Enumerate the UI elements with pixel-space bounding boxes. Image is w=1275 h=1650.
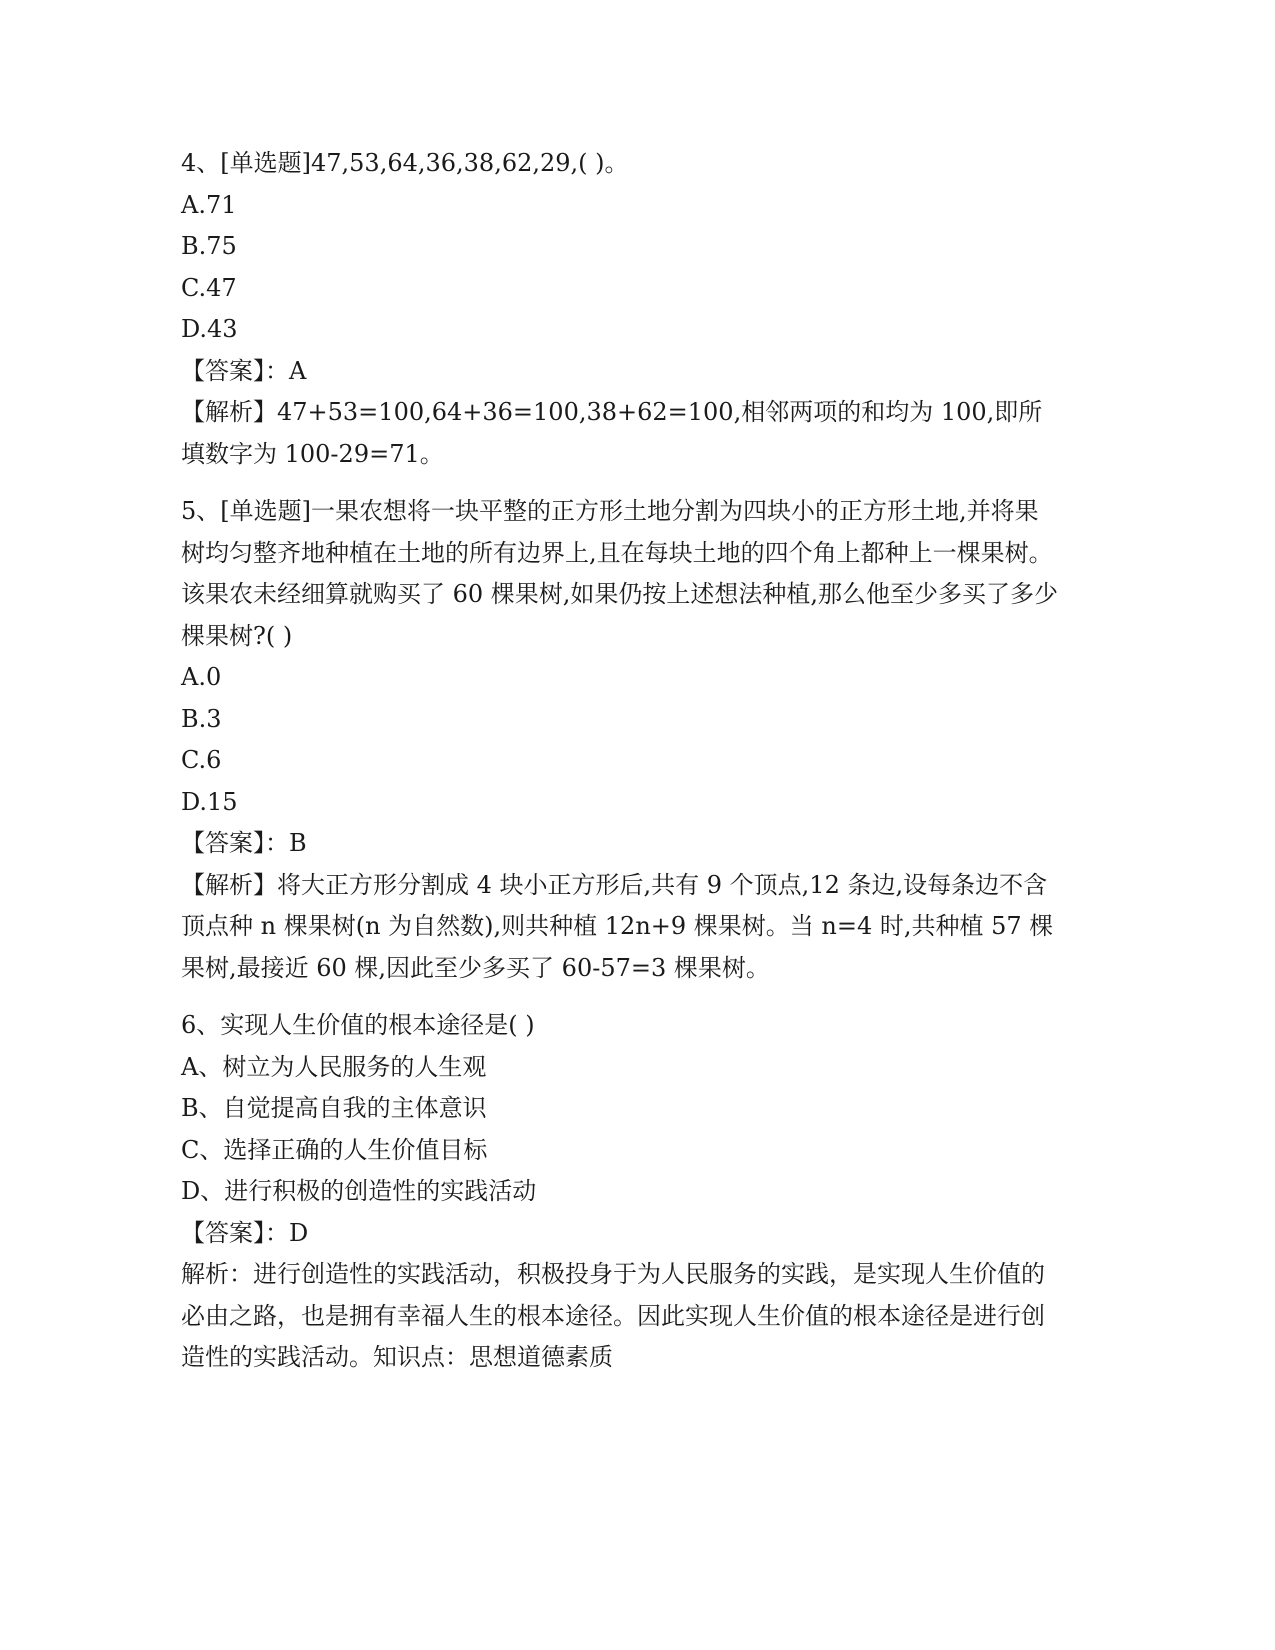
option-d: D.15 (181, 787, 238, 816)
question-spacer (181, 989, 1061, 1005)
question-stem: 4、[单选题]47,53,64,36,38,62,29,( )。 (181, 149, 629, 177)
answer-line: 【答案】：B (181, 829, 307, 857)
question-stem: 5、[单选题]一果农想将一块平整的正方形土地分割为四块小的正方形土地,并将果树均匀整齐地种植在土地的所有边界上,且在每块土地的四个角上都种上一棵果树。该果农未经细算就购买了 60 棵果树,如果仍按上述想法种植,那么他至少多买了多少棵果树?( ) (181, 497, 1059, 650)
question-spacer (181, 475, 1061, 491)
option-b: B.75 (181, 232, 237, 260)
answer-line: 【答案】：D (181, 1218, 309, 1247)
option-d: D、进行积极的创造性的实践活动 (181, 1177, 537, 1205)
analysis-text: 【解析】47+53=100,64+36=100,38+62=100,相邻两项的和均为 100,即所填数字为 100-29=71。 (181, 398, 1043, 468)
option-d: D.43 (181, 315, 238, 343)
analysis-text: 【解析】将大正方形分割成 4 块小正方形后,共有 9 个顶点,12 条边,设每条边不含顶点种 n 棵果树(n 为自然数),则共种植 12n+9 棵果树。当 n=4 时,共种植 57 棵果树,最接近 60 棵,因此至少多买了 60-57=3 棵果树。 (181, 870, 1054, 982)
question-4 (181, 143, 1061, 475)
question-stem: 6、实现人生价值的根本途径是( ) (181, 1011, 535, 1039)
option-a: A、树立为人民服务的人生观 (181, 1052, 487, 1081)
option-c: C.47 (181, 273, 237, 302)
option-b: B.3 (181, 704, 222, 733)
question-list (181, 143, 1061, 1379)
analysis-text: 解析：进行创造性的实践活动，积极投身于为人民服务的实践，是实现人生价值的必由之路，也是拥有幸福人生的根本途径。因此实现人生价值的根本途径是进行创造性的实践活动。知识点：思想道德素质 (181, 1260, 1045, 1371)
question-6 (181, 1005, 1061, 1379)
option-a: A.0 (181, 663, 222, 691)
option-c: C、选择正确的人生价值目标 (181, 1135, 488, 1164)
option-b: B、自觉提高自我的主体意识 (181, 1094, 487, 1122)
question-5 (181, 491, 1061, 989)
answer-line: 【答案】：A (181, 356, 307, 385)
option-a: A.71 (181, 190, 237, 219)
option-c: C.6 (181, 746, 222, 774)
